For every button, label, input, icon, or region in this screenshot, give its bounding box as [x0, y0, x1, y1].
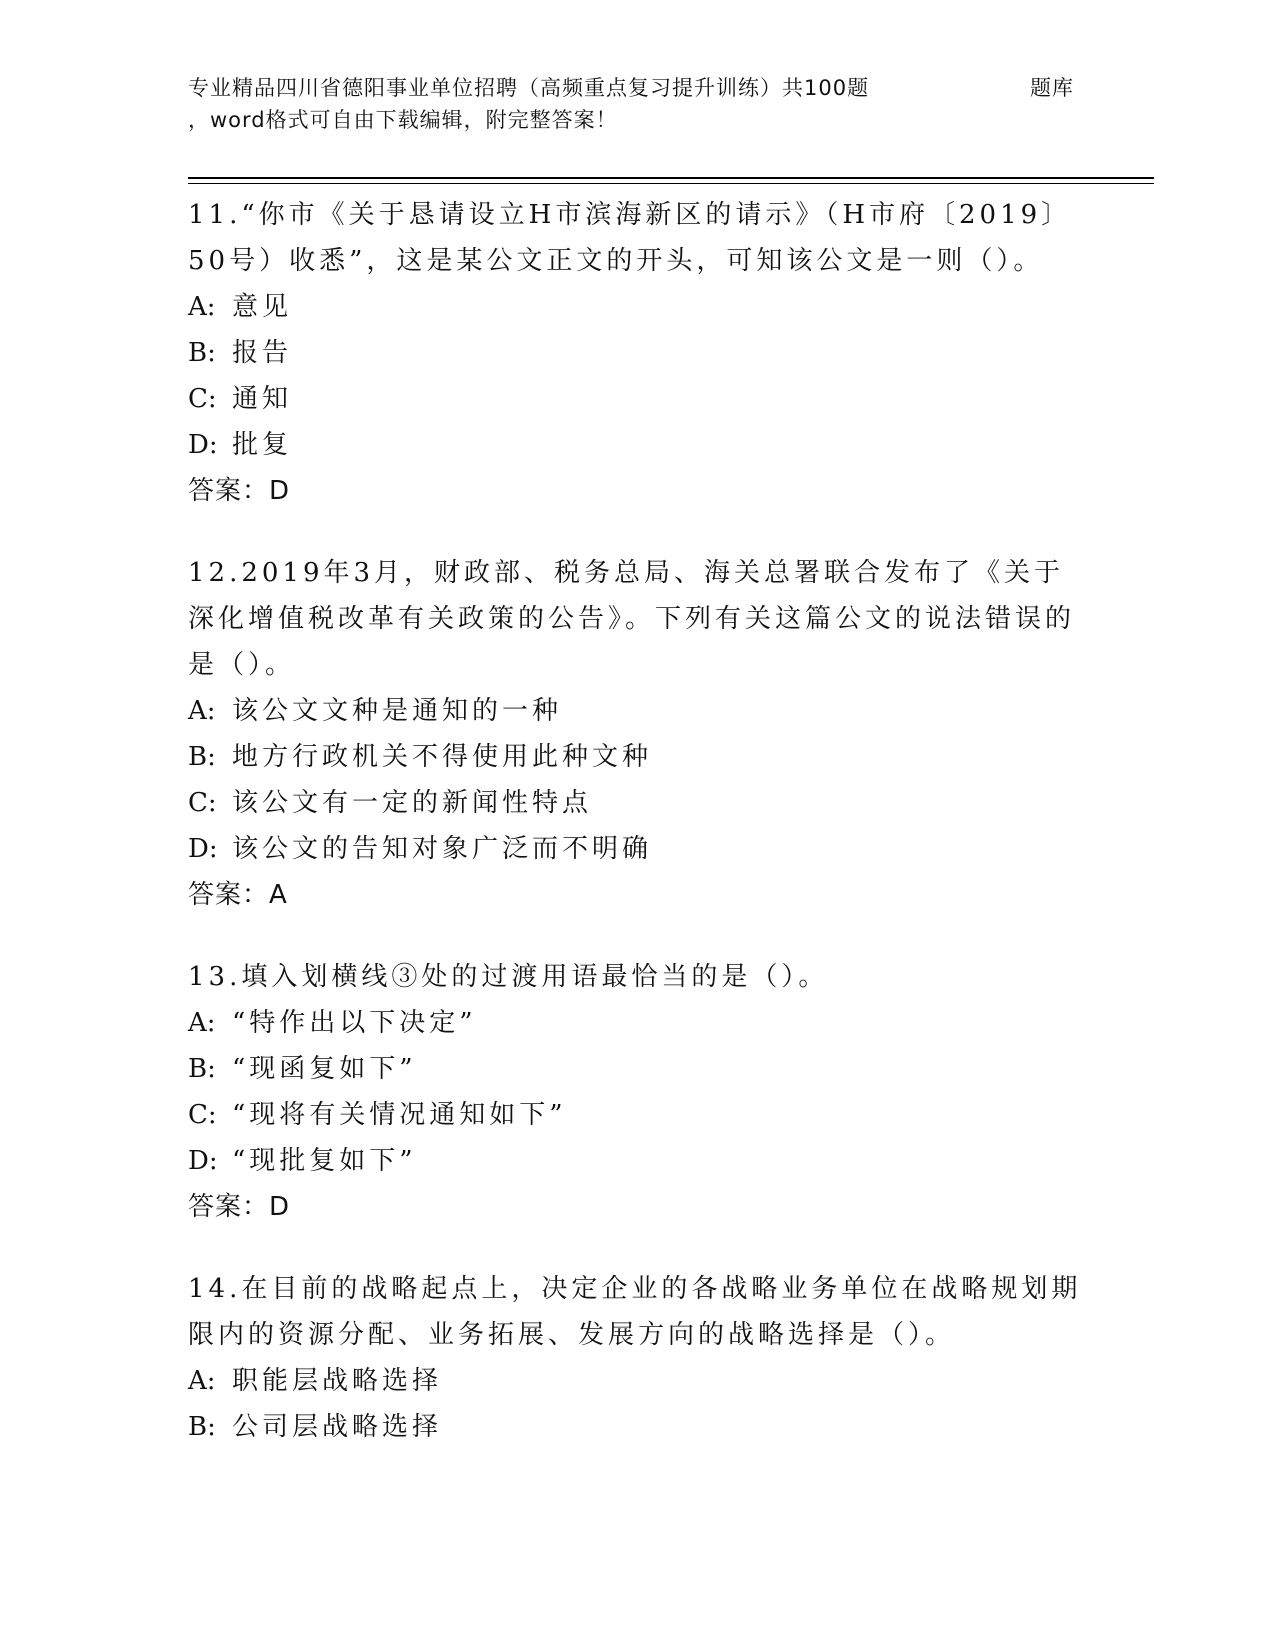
option-text: 该公文有一定的新闻性特点: [232, 788, 593, 818]
option-letter: C:: [188, 1100, 217, 1130]
document-title: 专业精品四川省德阳事业单位招聘（高频重点复习提升训练）共100题: [188, 76, 870, 100]
option-text: 批复: [232, 430, 293, 460]
option-text: 该公文文种是通知的一种: [232, 696, 563, 726]
option-text: “现批复如下”: [232, 1146, 417, 1176]
option-text: 报告: [232, 338, 293, 368]
question-stem: 13.填入划横线③处的过渡用语最恰当的是（）。: [188, 962, 829, 992]
option-letter: C:: [188, 788, 217, 818]
option-letter: D:: [188, 430, 218, 460]
option-a: [188, 284, 1088, 330]
question-12: [188, 550, 1088, 918]
option-c: [188, 780, 1088, 826]
question-13: [188, 954, 1088, 1230]
option-letter: A:: [188, 1366, 216, 1396]
option-letter: C:: [188, 384, 217, 414]
option-b: [188, 1404, 1088, 1450]
option-text: “现将有关情况通知如下”: [232, 1100, 567, 1130]
option-text: “特作出以下决定”: [232, 1008, 477, 1038]
option-c: [188, 1092, 1088, 1138]
document-tag: 题库: [1030, 76, 1074, 100]
question-stem: 14.在目前的战略起点上，决定企业的各战略业务单位在战略规划期限内的资源分配、业务拓展、发展方向的战略选择是（）。: [188, 1274, 1082, 1350]
option-d: [188, 1138, 1088, 1184]
header-divider-thick: [188, 177, 1154, 179]
option-letter: B:: [188, 338, 216, 368]
option-letter: B:: [188, 742, 216, 772]
option-letter: B:: [188, 1412, 216, 1442]
question-11: [188, 192, 1088, 514]
question-stem: 12.2019年3月，财政部、税务总局、海关总署联合发布了《关于深化增值税改革有关政策的公告》。下列有关这篇公文的说法错误的是（）。: [188, 558, 1076, 680]
option-a: [188, 688, 1088, 734]
answer-line: 答案：D: [188, 1192, 291, 1222]
option-letter: A:: [188, 696, 216, 726]
document-subtitle: ，word格式可自由下载编辑，附完整答案！: [188, 108, 618, 132]
option-text: 通知: [232, 384, 293, 414]
option-text: 意见: [232, 292, 293, 322]
option-a: [188, 1000, 1088, 1046]
question-list: [188, 192, 1088, 1486]
answer-line: 答案：D: [188, 476, 291, 506]
question-14: [188, 1266, 1088, 1450]
option-b: [188, 330, 1088, 376]
option-d: [188, 826, 1088, 872]
option-text: 职能层战略选择: [232, 1366, 443, 1396]
option-letter: A:: [188, 1008, 216, 1038]
option-letter: B:: [188, 1054, 216, 1084]
option-d: [188, 422, 1088, 468]
option-b: [188, 734, 1088, 780]
option-letter: A:: [188, 292, 216, 322]
document-header: [188, 72, 1088, 136]
option-c: [188, 376, 1088, 422]
option-letter: D:: [188, 834, 218, 864]
answer-line: 答案：A: [188, 880, 288, 910]
header-divider-thin: [188, 183, 1154, 184]
option-text: “现函复如下”: [232, 1054, 417, 1084]
question-stem: 11.“你市《关于恳请设立H市滨海新区的请示》（H市府〔2019〕50号）收悉”，这是某公文正文的开头，可知该公文是一则（）。: [188, 200, 1072, 276]
option-letter: D:: [188, 1146, 218, 1176]
option-text: 地方行政机关不得使用此种文种: [232, 742, 653, 772]
option-text: 该公文的告知对象广泛而不明确: [232, 834, 653, 864]
option-b: [188, 1046, 1088, 1092]
option-a: [188, 1358, 1088, 1404]
option-text: 公司层战略选择: [232, 1412, 443, 1442]
